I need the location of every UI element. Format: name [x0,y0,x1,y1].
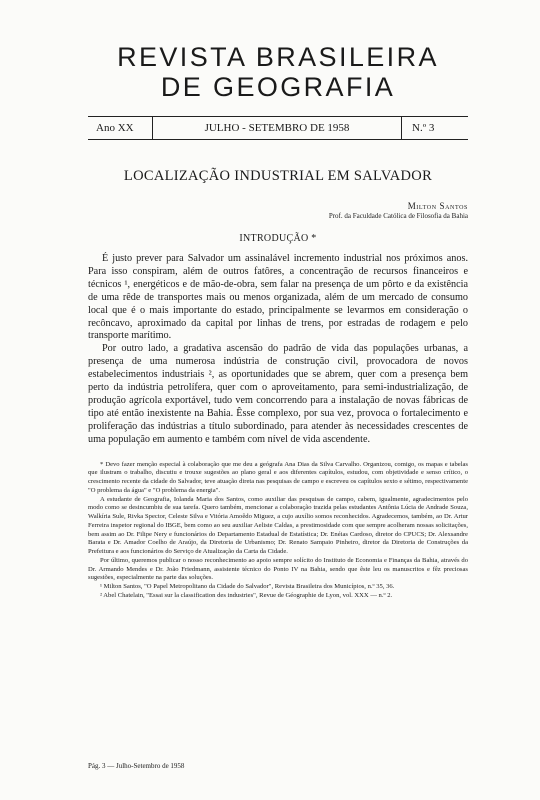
page-footer: Pág. 3 — Julho-Setembro de 1958 [88,762,185,770]
issue-bar [88,116,468,140]
footnote: ¹ Milton Santos, "O Papel Metropolitano da Cidade do Salvador", Revista Brasileira dos Municípios, n.º 35, 36. [100,583,395,591]
body-paragraph: É justo prever para Salvador um assinalável incremento industrial nos próximos anos. Para isso conspiram, além de outros fatôres, a concentração de recursos financeiros e técnicos ¹, energéticos e de mão-de-obra, sem falar na presença de um pôrto e da existência de uma rêde de transportes mais ou menos organizada, além de um mercado de consumo local que é o mais importante do estado, principalmente se levarmos em consideração o recôncavo, aproximado da capital por linhas de trens, por estradas de rodagem e pelo transporte marítimo. [88,253,468,342]
issue-period: JULHO - SETEMBRO DE 1958 [204,122,350,134]
journal-title [88,42,468,102]
journal-title-line-1: REVISTA BRASILEIRA [117,42,439,72]
footnote: A estudante de Geografia, Iolanda Maria dos Santos, como auxiliar das pesquisas de campo, cabem, igualmente, agradecimentos pelo modo como se desincumbiu de sua tarefa. Quero também, mencionar a colaboração trazida pelas estudantes Antônia Lúcia de Andrade Souza, Walkíria Sule, Rivka Spector, Celeste Silva e Vitória Amoêdo Miguez, a cujo auxílio somos reconhecidos. Agradecemos, também, ao Dr. Artur Ferreira inspetor regional do IBGE, bem como ao seu auxiliar Aeliste Caldas, a prestimosidade com que sempre acolheram nossas solicitações, bem assim ao Dr. Filipe Nery e funcionários do Departamento Estadual de Estatística; Dr. Enéias Cardoso, diretor do CPUCS; Dr. Alexsandre Barata e Dr. Amador Coelho de Araújo, da Diretoria de Urbanismo; Dr. Renato Sampaio Pinheiro, diretor da Diretoria de Construções da Prefeitura e aos funcionários do Serviço de Atualização da Carta da Cidade. [88,495,468,556]
footnote: ² Abel Chatelain, "Essai sur la classification des industries", Revue de Géographie de Lyon, vol. XXX — n.º 2. [100,591,393,599]
issue-number: N.º 3 [401,117,468,139]
article-title: LOCALIZAÇÃO INDUSTRIAL EM SALVADOR [123,168,433,184]
footnote: Por último, queremos publicar o nosso reconhecimento ao apoio sempre solícito do Instituto de Economia e Finanças da Bahia, através do Dr. Armando Mendes e Dr. João Friedmann, assistente técnico do Ponto IV na Bahia, sendo que êste leu os manuscritos e fêz preciosas sugestões, especialmente na parte das soluções. [88,556,468,582]
body-paragraph: Por outro lado, a gradativa ascensão do padrão de vida das populações urbanas, a presença de uma numerosa indústria de construção civil, provocadora de novos estabelecimentos industriais ², as oportunidades que se abrem, quer com a presença bem perto da indústria petrolífera, quer com o aproveitamento, para semi-industrialização, de produção agrícola exportável, tudo vem concorrendo para a instalação de novas fábricas de tipo até então inexistente na Bahia. Êsse complexo, por sua vez, provoca o fortalecimento e proliferação das indústrias a título subordinado, para atender às necessidades crescentes de uma população em aumento e também com nível de vida ascendente. [88,343,468,445]
article-author: Milton Santos [407,201,468,211]
footnotes [88,457,468,601]
footnote: * Devo fazer menção especial à colaboração que me deu a geógrafa Ana Dias da Silva Carvalho. Organizou, comigo, os mapas e tabelas que ilustram o trabalho, discutiu e trouxe sugestões ao plano geral e aos diferentes capítulos, estudou, com objetividade e senso crítico, o crescimento recente da cidade do Salvador, teve atuação direta nas pesquisas de campo e escreveu os capítulos sexto e sétimo, respectivamente "O problema da água" e "O problema da energia". [88,460,468,494]
issue-year: Ano XX [88,117,153,139]
article-body [88,253,468,447]
author-affiliation: Prof. da Faculdade Católica de Filosofia da Bahia [328,212,468,220]
section-heading: INTRODUÇÃO * [239,233,317,244]
page [88,0,468,601]
journal-title-line-2: DE GEOGRAFIA [160,72,396,102]
